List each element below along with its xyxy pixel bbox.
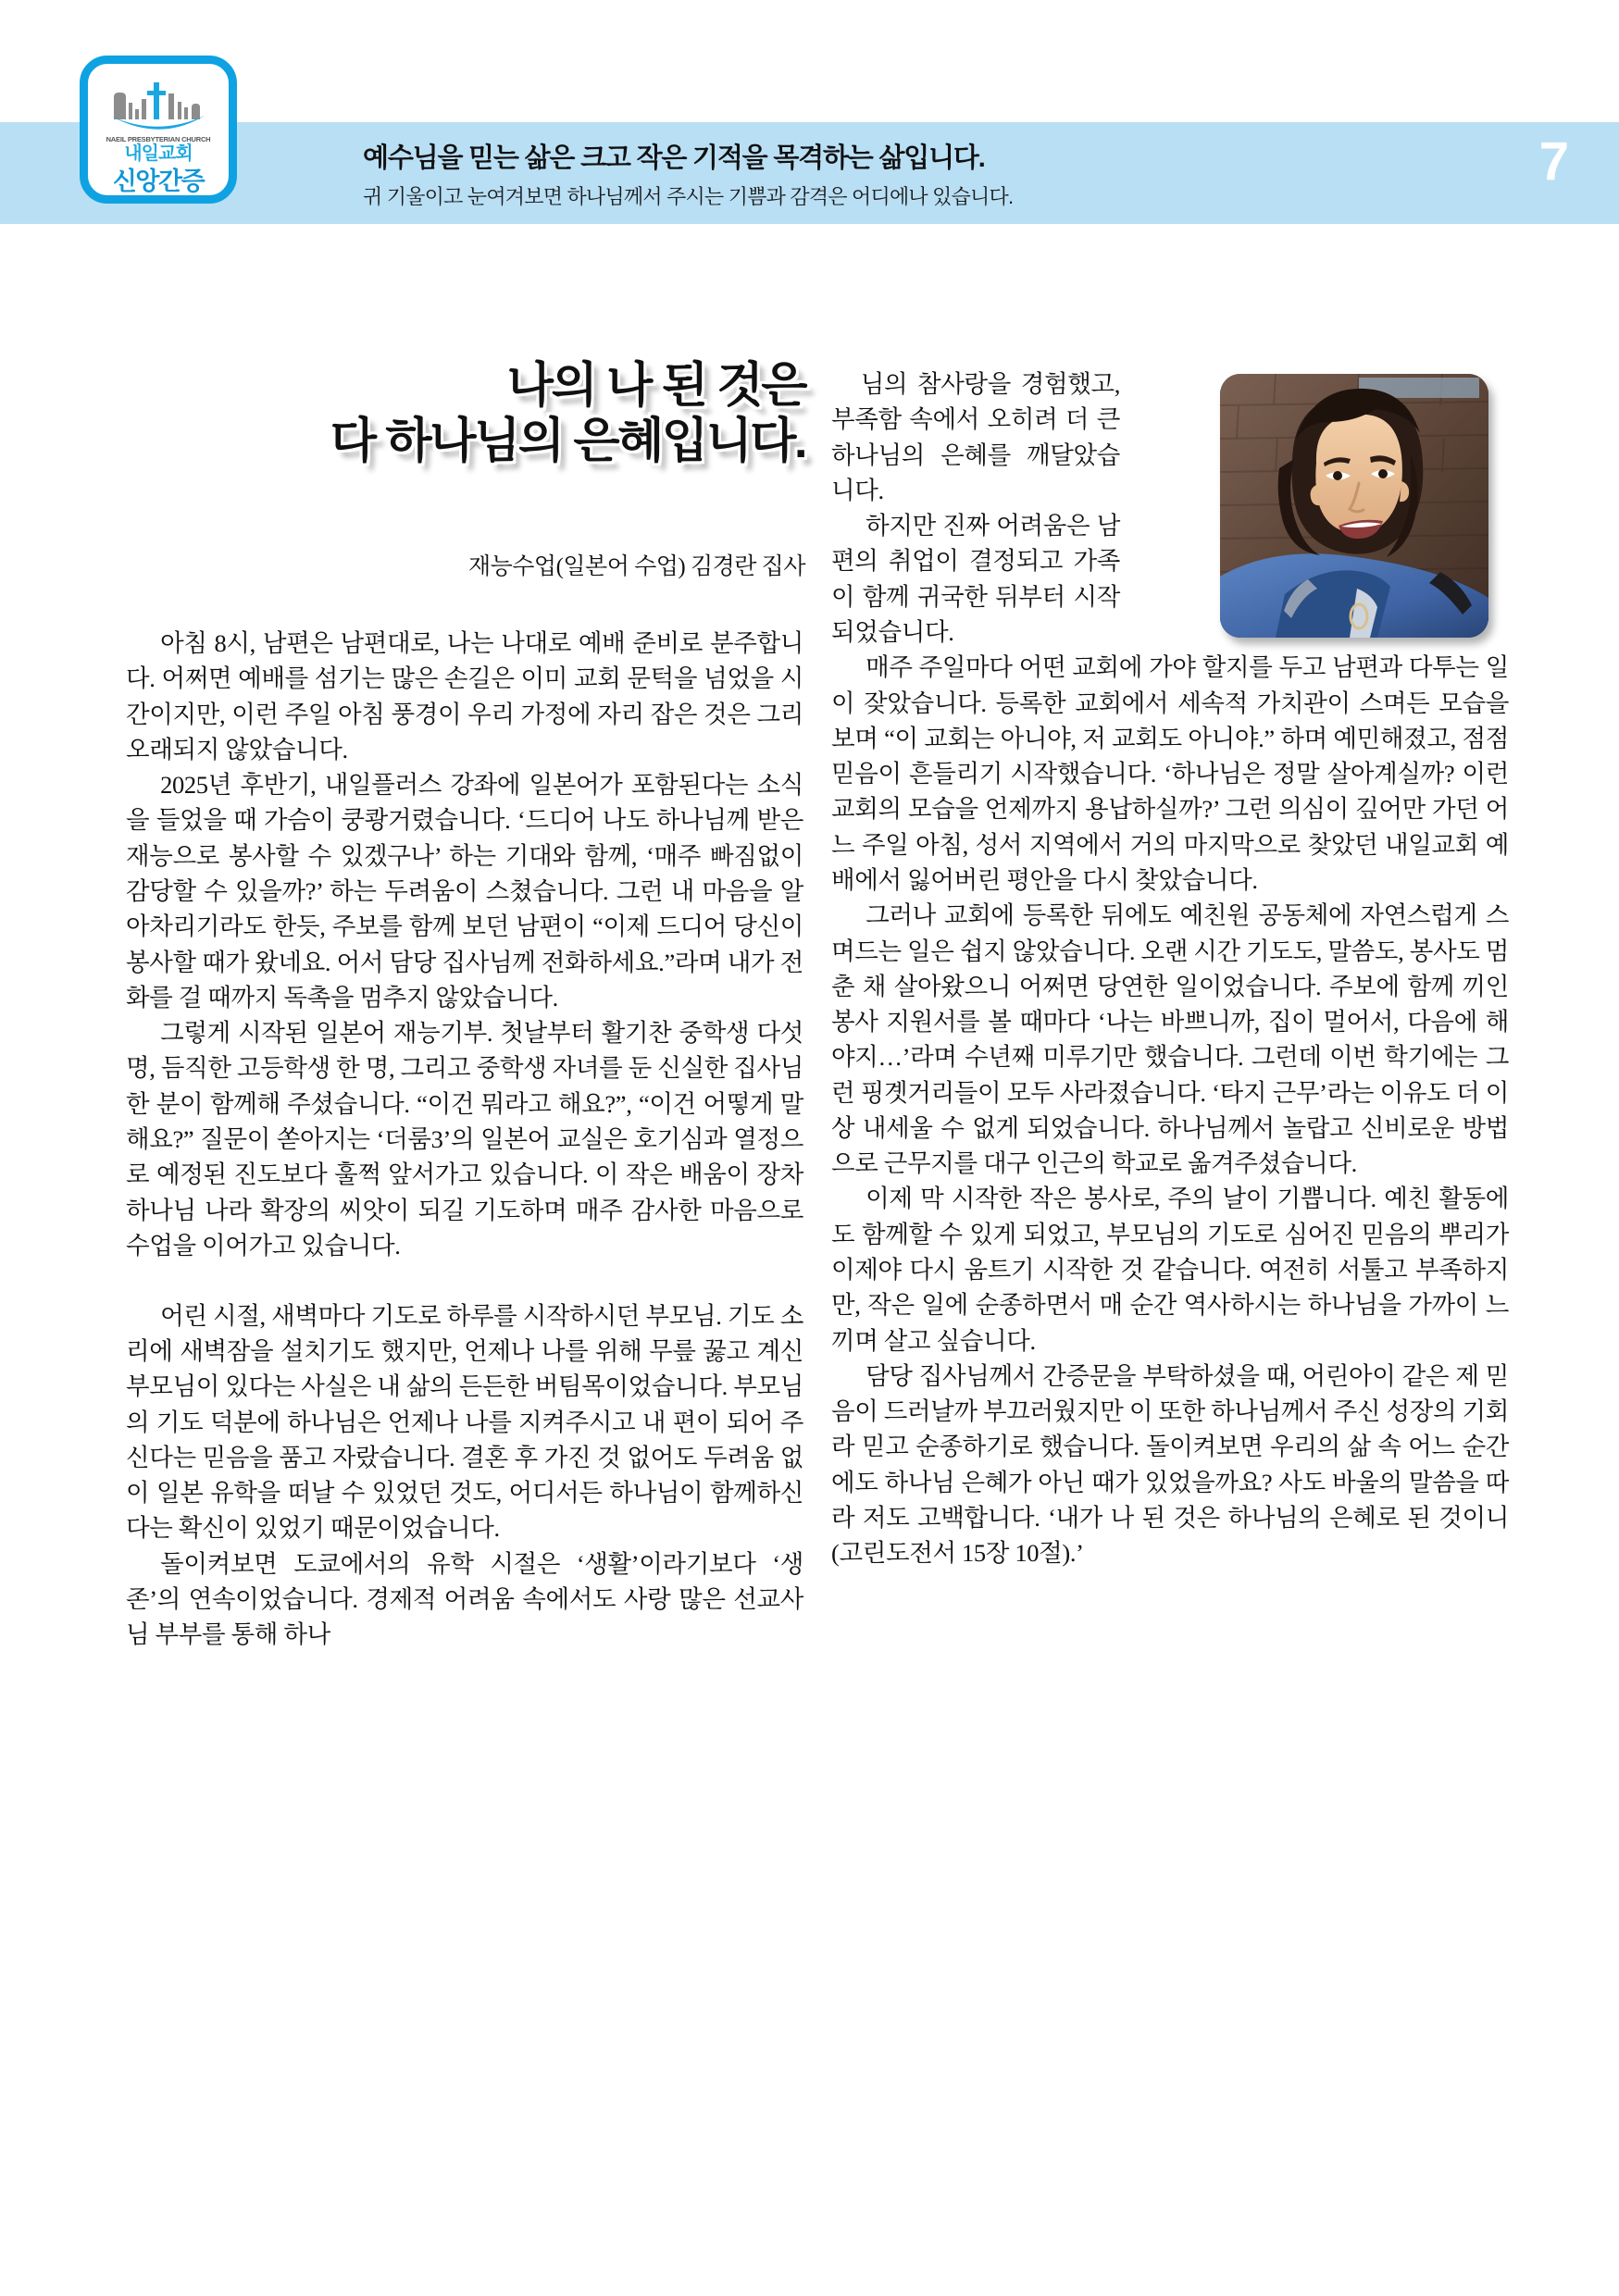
paragraph: 그렇게 시작된 일본어 재능기부. 첫날부터 활기찬 중학생 다섯 명, 듬직한 고등학생 한 명, 그리고 중학생 자녀를 둔 신실한 집사님 한 분이 함께해 주셨습니다. “이건 뭐라고 해요?”, “이건 어떻게 말해요?” 질문이 쏟아지는 ‘더룸3’의 일본어 교실은 호기심과 열정으로 예정된 진도보다 훌쩍 앞서가고 있습니다. 이 작은 배움이 장차 하나님 나라 확장의 씨앗이 되길 기도하며 매주 감사한 마음으로 수업을 이어가고 있습니다. [126, 1019, 803, 1260]
paragraph: 돌이켜보면 도쿄에서의 유학 시절은 ‘생활’이라기보다 ‘생존’의 연속이었습니다. 경제적 어려움 속에서도 사랑 많은 선교사님 부부를 통해 하나 [126, 1549, 803, 1649]
article-byline: 재능수업(일본어 수업) 김경란 집사 [467, 554, 805, 579]
article-title-line-1: 나의 나 된 것은 [506, 359, 805, 413]
logo-category-label: 신앙간증 [112, 168, 205, 195]
paragraph: 이제 막 시작한 작은 봉사로, 주의 날이 기쁩니다. 예친 활동에도 함께할 수 있게 되었고, 부모님의 기도로 심어진 믿음의 뿌리가 이제야 다시 움트기 시작한 것 같습니다. 여전히 서툴고 부족하지만, 작은 일에 순종하면서 매 순간 역사하시는 하나님을 가까이 느끼며 살고 싶습니다. [831, 1185, 1509, 1355]
article-title [148, 359, 805, 470]
header-title: 예수님을 믿는 삶은 크고 작은 기적을 목격하는 삶입니다. [363, 143, 985, 173]
paragraph: 매주 주일마다 어떤 교회에 가야 할지를 두고 남편과 다투는 일이 잦았습니다. 등록한 교회에서 세속적 가치관이 스며든 모습을 보며 “이 교회는 아니야, 저 교회도 아니야.” 하며 예민해졌고, 점점 믿음이 흔들리기 시작했습니다. ‘하나님은 정말 살아계실까? 이런 교회의 모습을 언제까지 용납하실까?’ 그런 의심이 깊어만 가던 어느 주일 아침, 성서 지역에서 거의 마지막으로 찾았던 내일교회 예배에서 잃어버린 평안을 다시 찾았습니다. [831, 653, 1509, 894]
photo-text-wrap-spacer [1120, 366, 1509, 644]
paragraph: 어린 시절, 새벽마다 기도로 하루를 시작하시던 부모님. 기도 소리에 새벽잠을 설치기도 했지만, 언제나 나를 위해 무릎 꿇고 계신 부모님이 있다는 사실은 내 삶의 든든한 버팀목이었습니다. 부모님의 기도 덕분에 하나님은 언제나 나를 지켜주시고 내 편이 되어 주신다는 믿음을 품고 자랐습니다. 결혼 후 가진 것 없어도 두려움 없이 일본 유학을 떠날 수 있었던 것도, 어디서든 하나님이 함께하신다는 확신이 있었기 때문이었습니다. [126, 1301, 803, 1543]
page-number: 7 [1538, 131, 1569, 192]
paragraph: 님의 참사랑을 경험했고, 부족함 속에서 오히려 더 큰 하나님의 은혜를 깨달았습니다. [831, 370, 1120, 504]
paragraph: 아침 8시, 남편은 남편대로, 나는 나대로 예배 준비로 분주합니다. 어쩌면 예배를 섬기는 많은 손길은 이미 교회 문턱을 넘었을 시간이지만, 이런 주일 아침 풍경이 우리 가정에 자리 잡은 것은 그리 오래되지 않았습니다. [126, 629, 803, 763]
church-skyline-cross-logo-icon [110, 79, 206, 134]
paragraph: 담당 집사님께서 간증문을 부탁하셨을 때, 어린아이 같은 제 믿음이 드러날까 부끄러웠지만 이 또한 하나님께서 주신 성장의 기회라 믿고 순종하기로 했습니다. 돌이켜보면 우리의 삶 속 어느 순간에도 하나님 은혜가 아닌 때가 있었을까요? 사도 바울의 말씀을 따라 저도 고백합니다. ‘내가 나 된 것은 하나님의 은혜로 된 것이니(고린도전서 15장 10절).’ [831, 1361, 1509, 1568]
article-body-left-column [126, 626, 803, 1653]
header-subtitle: 귀 기울이고 눈여겨보면 하나님께서 주시는 기쁨과 감격은 어디에나 있습니다. [363, 185, 1014, 208]
logo-english-name: NAEIL PRESBYTERIAN CHURCH [106, 135, 211, 143]
paragraph: 그러나 교회에 등록한 뒤에도 예친원 공동체에 자연스럽게 스며드는 일은 쉽지 않았습니다. 오랜 시간 기도도, 말씀도, 봉사도 멈춘 채 살아왔으니 어쩌면 당연한 일이었습니다. 주보에 함께 끼인 봉사 지원서를 볼 때마다 ‘나는 바쁘니까, 집이 멀어서, 다음에 해야지…’라며 수년째 미루기만 했습니다. 그런데 이번 학기에는 그런 핑곗거리들이 모두 사라졌습니다. ‘타지 근무’라는 이유도 더 이상 내세울 수 없게 되었습니다. 하나님께서 놀랍고 신비로운 방법으로 근무지를 대구 인근의 학교로 옮겨주셨습니다. [831, 901, 1509, 1178]
church-logo-box [80, 56, 237, 204]
article-title-line-2: 다 하나님의 은혜입니다. [330, 414, 805, 468]
paragraph: 2025년 후반기, 내일플러스 강좌에 일본어가 포함된다는 소식을 들었을 때 가슴이 쿵쾅거렸습니다. ‘드디어 나도 하나님께 받은 재능으로 봉사할 수 있겠구나’ 하는 기대와 함께, ‘매주 빠짐없이 감당할 수 있을까?’ 하는 두려움이 스쳤습니다. 그런 내 마음을 알아차리기라도 한듯, 주보를 함께 보던 남편이 “이제 드디어 당신이 봉사할 때가 왔네요. 어서 담당 집사님께 전화하세요.”라며 내가 전화를 걸 때까지 독촉을 멈추지 않았습니다. [126, 771, 803, 1011]
paragraph: 하지만 진짜 어려움은 남편의 취업이 결정되고 가족이 함께 귀국한 뒤부터 시작되었습니다. [831, 512, 1120, 646]
logo-korean-name: 내일교회 [124, 143, 193, 164]
article-body-right-column [831, 366, 1509, 1571]
